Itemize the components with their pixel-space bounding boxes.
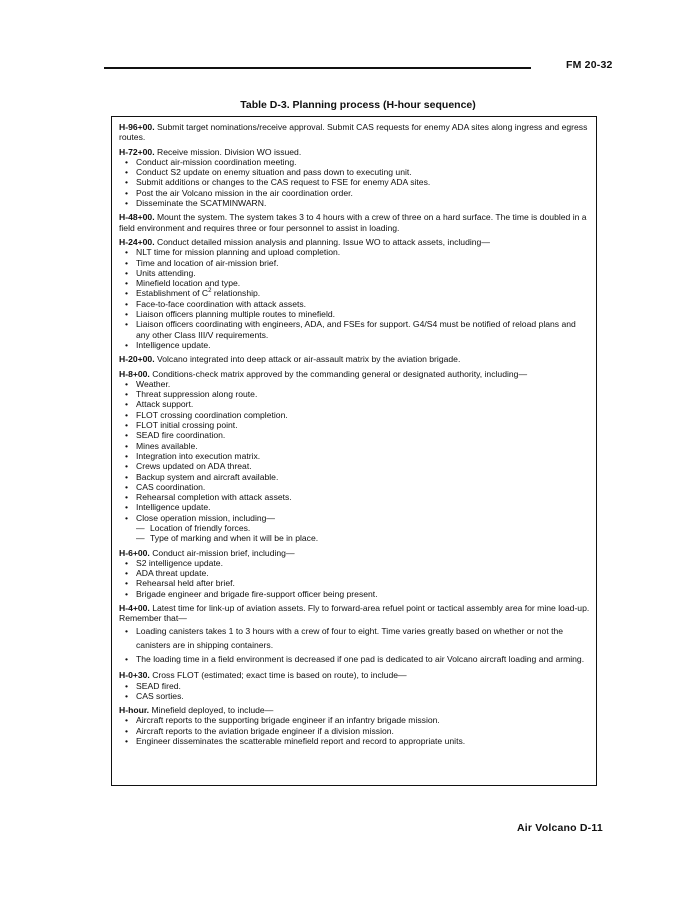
bullet-item: • Engineer disseminates the scatterable minefield report and record to appropriate units.: [119, 736, 590, 746]
bullet-item: • Loading canisters takes 1 to 3 hours with a crew of four to eight. Time varies greatly based on whether or not the canisters are in shipping containers.: [119, 624, 590, 652]
c2-prefix: Establishment of C: [136, 288, 209, 299]
bullet-item: • ADA threat update.: [119, 568, 590, 578]
bullet-item: • Units attending.: [119, 268, 590, 278]
bullet-item: • Threat suppression along route.: [119, 389, 590, 399]
bullet-item: • Intelligence update.: [119, 502, 590, 512]
bullet-item: • Face-to-face coordination with attack assets.: [119, 299, 590, 309]
entry-h-8: [119, 369, 590, 544]
bullet-item: • Rehearsal completion with attack assets.: [119, 492, 590, 502]
entry-text: Conduct air-mission brief, including—: [152, 547, 295, 558]
bullet-item: • Minefield location and type.: [119, 278, 590, 288]
bullet-item: • SEAD fired.: [119, 681, 590, 691]
table-title: Table D-3. Planning process (H-hour sequence): [240, 99, 476, 111]
entry-h-96: [119, 122, 590, 143]
entry-h-72: [119, 147, 590, 209]
bullet-item: • SEAD fire coordination.: [119, 430, 590, 440]
bullet-item: • Disseminate the SCATMINWARN.: [119, 198, 590, 208]
bullet-list: [119, 681, 590, 702]
bullet-item: • Liaison officers planning multiple routes to minefield.: [119, 309, 590, 319]
bullet-item: • Mines available.: [119, 441, 590, 451]
bullet-item: • FLOT crossing coordination completion.: [119, 410, 590, 420]
document-id: FM 20-32: [566, 59, 613, 71]
bullet-item: • Intelligence update.: [119, 340, 590, 350]
entry-text: Submit target nominations/receive approval. Submit CAS requests for enemy ADA sites along ingress and egress routes.: [119, 122, 588, 143]
bullet-item: • Crews updated on ADA threat.: [119, 461, 590, 471]
bullet-list: [119, 715, 590, 746]
bullet-item-c2: [119, 288, 590, 298]
entry-text: Conditions-check matrix approved by the commanding general or designated authority, including—: [152, 368, 528, 379]
entry-text: Receive mission. Division WO issued.: [156, 146, 302, 157]
header-rule: [104, 67, 531, 69]
entry-time: H-4+00.: [119, 603, 150, 614]
bullet-list: [119, 624, 590, 667]
bullet-list: [119, 157, 590, 208]
entry-text: Minefield deployed, to include—: [151, 705, 274, 716]
entry-h-6: [119, 548, 590, 599]
bullet-item: • Attack support.: [119, 399, 590, 409]
bullet-item: • Backup system and aircraft available.: [119, 472, 590, 482]
entry-time: H-48+00.: [119, 212, 155, 223]
bullet-item: • Brigade engineer and brigade fire-support officer being present.: [119, 589, 590, 599]
bullet-item: • CAS coordination.: [119, 482, 590, 492]
bullet-item: • Conduct air-mission coordination meeting.: [119, 157, 590, 167]
entry-text: Cross FLOT (estimated; exact time is based on route), to include—: [152, 670, 407, 681]
bullet-list: [119, 247, 590, 350]
entry-time: H-96+00.: [119, 122, 155, 132]
bullet-item: • CAS sorties.: [119, 691, 590, 701]
entry-time: H-24+00.: [119, 236, 155, 247]
entry-time: H-hour.: [119, 705, 150, 716]
entry-time: H-0+30.: [119, 670, 150, 681]
bullet-text: Close operation mission, including—: [136, 512, 276, 523]
entry-time: H-8+00.: [119, 368, 150, 379]
planning-table: [111, 116, 597, 786]
entry-time: H-20+00.: [119, 354, 155, 365]
entry-time: H-6+00.: [119, 547, 150, 558]
entry-h-hour: [119, 705, 590, 746]
bullet-list: [119, 558, 590, 599]
entry-h-24: [119, 237, 590, 350]
bullet-item: • Integration into execution matrix.: [119, 451, 590, 461]
entry-text: Conduct detailed mission analysis and planning. Issue WO to attack assets, including—: [156, 236, 490, 247]
page-footer: Air Volcano D-11: [517, 822, 603, 834]
entry-h-48: [119, 212, 590, 233]
entry-time: H-72+00.: [119, 146, 155, 157]
entry-text: Mount the system. The system takes 3 to 4 hours with a crew of three on a hard surface. The time is doubled in a field environment and requires three or four personnel to assist in loading.: [119, 212, 587, 233]
dash-item: — Location of friendly forces.: [136, 523, 590, 533]
dash-list: [136, 523, 590, 544]
bullet-item: • Liaison officers coordinating with engineers, ADA, and FSEs for support. G4/S4 must be notified of reload plans and any other Class III/V requirements.: [119, 319, 590, 340]
entry-h-20: [119, 354, 590, 364]
c2-superscript: 2: [208, 288, 212, 295]
bullet-item: • Time and location of air-mission brief.: [119, 258, 590, 268]
dash-item: — Type of marking and when it will be in place.: [136, 533, 590, 543]
bullet-item: • The loading time in a field environment is decreased if one pad is dedicated to air Volcano aircraft loading and arming.: [119, 652, 590, 666]
bullet-item: • Post the air Volcano mission in the air coordination order.: [119, 188, 590, 198]
bullet-item: • Weather.: [119, 379, 590, 389]
entry-text: Volcano integrated into deep attack or air-assault matrix by the aviation brigade.: [156, 354, 461, 365]
bullet-item: • Rehearsal held after brief.: [119, 578, 590, 588]
entry-h-0-30: [119, 670, 590, 701]
bullet-item-close-operation: [119, 513, 590, 544]
bullet-item: • FLOT initial crossing point.: [119, 420, 590, 430]
bullet-item: • S2 intelligence update.: [119, 558, 590, 568]
bullet-item: • Aircraft reports to the supporting brigade engineer if an infantry brigade mission.: [119, 715, 590, 725]
c2-suffix: relationship.: [211, 288, 261, 299]
bullet-item: • Aircraft reports to the aviation brigade engineer if a division mission.: [119, 726, 590, 736]
bullet-list: [119, 379, 590, 544]
bullet-item: • Submit additions or changes to the CAS request to FSE for enemy ADA sites.: [119, 177, 590, 187]
entry-text: Latest time for link-up of aviation assets. Fly to forward-area refuel point or tactical assembly area for mine load-up. Remember that—: [119, 603, 590, 624]
entry-h-4: [119, 603, 590, 666]
bullet-item: • NLT time for mission planning and upload completion.: [119, 247, 590, 257]
bullet-item: • Conduct S2 update on enemy situation and pass down to executing unit.: [119, 167, 590, 177]
